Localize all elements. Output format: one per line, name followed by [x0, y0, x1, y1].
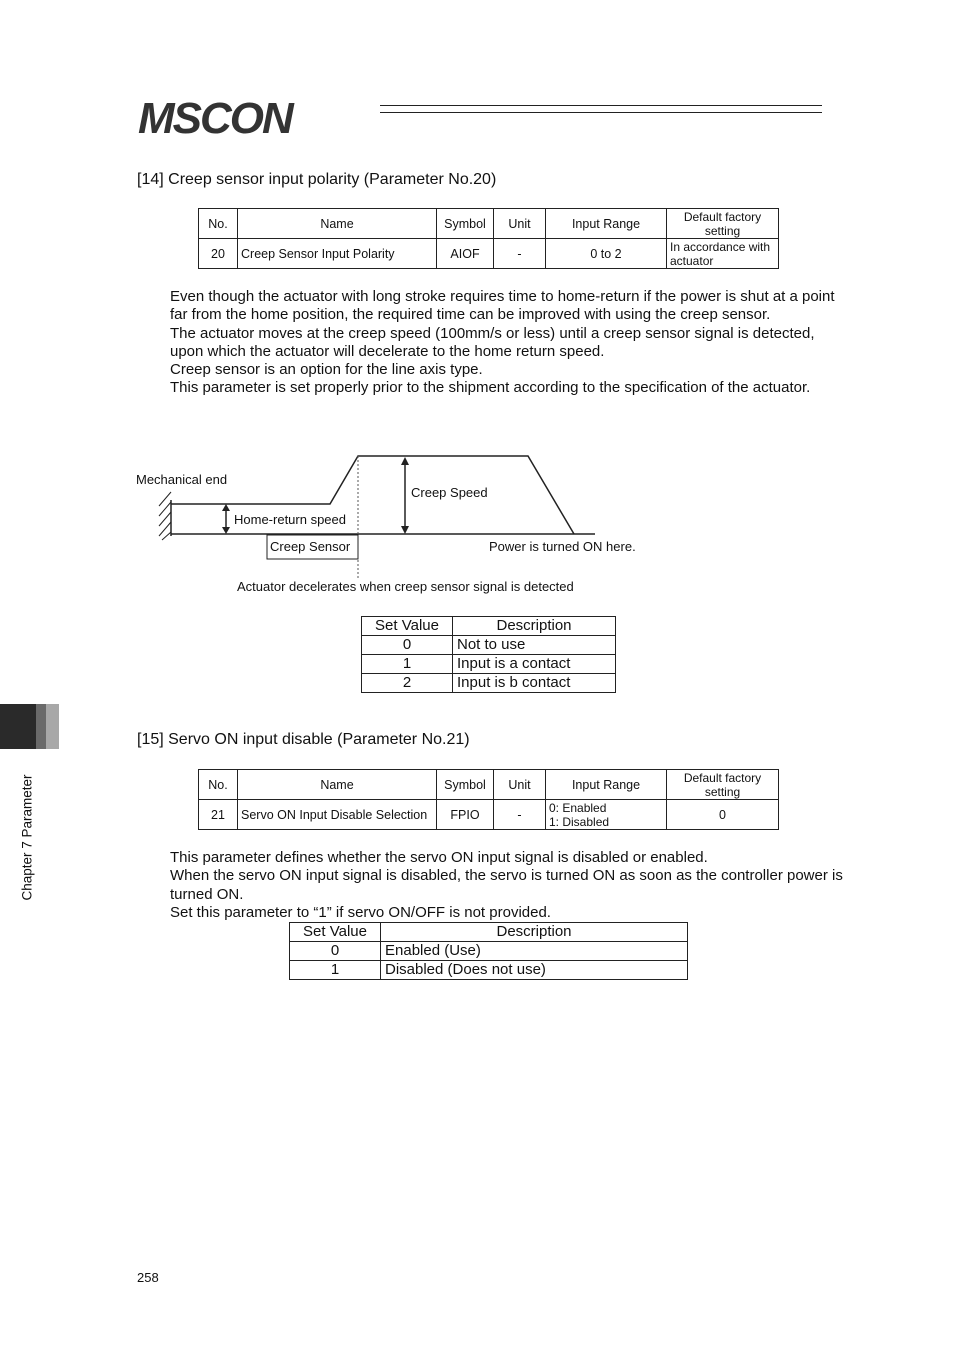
description-cell: Input is b contact	[453, 674, 616, 693]
cell-name: Servo ON Input Disable Selection	[238, 800, 437, 830]
chapter-tab-mid	[36, 704, 46, 749]
paragraph: Set this parameter to “1” if servo ON/OFF is not provided.	[170, 903, 551, 921]
col-symbol: Symbol	[437, 770, 494, 800]
col-name: Name	[238, 770, 437, 800]
logo-text-ms: MSCON	[138, 94, 292, 138]
col-set-value: Set Value	[290, 923, 381, 942]
section-14-title: [14] Creep sensor input polarity (Parameter No.20)	[137, 171, 497, 188]
description-cell: Input is a contact	[453, 655, 616, 674]
cell-unit: -	[494, 800, 546, 830]
description-cell: Not to use	[453, 636, 616, 655]
section-15-body	[170, 849, 845, 922]
mscon-logo	[136, 94, 372, 138]
col-no: No.	[199, 209, 238, 239]
set-value-table-20	[361, 616, 616, 693]
home-return-arrowhead-down	[222, 527, 230, 534]
cell-input-range: 0 to 2	[546, 239, 667, 269]
set-value-cell: 0	[362, 636, 453, 655]
col-default: Default factory setting	[667, 209, 779, 239]
parameter-table-20	[198, 208, 779, 269]
cell-unit: -	[494, 239, 546, 269]
paragraph: Creep sensor is an option for the line axis type.	[170, 361, 483, 379]
set-value-cell: 1	[290, 961, 381, 980]
paragraph: Even though the actuator with long stroke requires time to home-return if the power is shut at a point far from the home position, the required time can be improved with using the creep sensor.	[170, 288, 835, 324]
label-mechanical-end: Mechanical end	[136, 472, 228, 487]
section-14-body	[170, 288, 845, 398]
cell-no: 21	[199, 800, 238, 830]
description-cell: Disabled (Does not use)	[381, 961, 688, 980]
cell-symbol: AIOF	[437, 239, 494, 269]
col-symbol: Symbol	[437, 209, 494, 239]
col-unit: Unit	[494, 209, 546, 239]
paragraph: This parameter is set properly prior to the shipment according to the specification of the actuator.	[170, 379, 811, 397]
cell-symbol: FPIO	[437, 800, 494, 830]
description-cell: Enabled (Use)	[381, 942, 688, 961]
cell-default: 0	[667, 800, 779, 830]
chapter-label: Chapter 7 Parameter	[19, 774, 35, 901]
speed-profile	[171, 456, 574, 534]
diagram-caption: Actuator decelerates when creep sensor signal is detected	[237, 579, 574, 594]
parameter-table-21	[198, 769, 779, 830]
creep-arrowhead-down	[401, 526, 409, 534]
col-set-value: Set Value	[362, 617, 453, 636]
label-home-return-speed: Home-return speed	[234, 512, 346, 527]
paragraph: The actuator moves at the creep speed (100mm/s or less) until a creep sensor signal is detected, upon which the actuator will decelerate to the home return speed.	[170, 324, 815, 360]
col-description: Description	[381, 923, 688, 942]
section-15-title: [15] Servo ON input disable (Parameter No.21)	[137, 731, 470, 748]
cell-name: Creep Sensor Input Polarity	[238, 239, 437, 269]
set-value-cell: 1	[362, 655, 453, 674]
set-value-cell: 2	[362, 674, 453, 693]
page-number: 258	[137, 1270, 159, 1285]
cell-no: 20	[199, 239, 238, 269]
range-line-1: 0: Enabled	[549, 800, 607, 815]
paragraph: This parameter defines whether the servo ON input signal is disabled or enabled.	[170, 849, 708, 866]
paragraph: When the servo ON input signal is disabled, the servo is turned ON as soon as the controller power is turned ON.	[170, 867, 843, 903]
set-value-table-21	[289, 922, 688, 980]
label-creep-speed: Creep Speed	[411, 485, 488, 500]
cell-default: In accordance with actuator	[667, 239, 779, 269]
header-rule-top	[380, 105, 822, 106]
header-rule-bottom	[380, 112, 822, 113]
creep-speed-diagram	[130, 448, 670, 608]
home-return-arrowhead-up	[222, 504, 230, 511]
col-input-range: Input Range	[546, 209, 667, 239]
chapter-tab-light	[46, 704, 59, 749]
col-name: Name	[238, 209, 437, 239]
wall-hatching	[159, 492, 171, 540]
col-default: Default factory setting	[667, 770, 779, 800]
cell-input-range	[546, 800, 667, 830]
col-input-range: Input Range	[546, 770, 667, 800]
set-value-cell: 0	[290, 942, 381, 961]
creep-arrowhead-up	[401, 457, 409, 465]
label-creep-sensor: Creep Sensor	[270, 539, 351, 554]
col-description: Description	[453, 617, 616, 636]
col-unit: Unit	[494, 770, 546, 800]
range-line-2: 1: Disabled	[549, 814, 610, 829]
col-no: No.	[199, 770, 238, 800]
label-power-on: Power is turned ON here.	[489, 539, 636, 554]
chapter-tab-dark	[0, 704, 36, 749]
